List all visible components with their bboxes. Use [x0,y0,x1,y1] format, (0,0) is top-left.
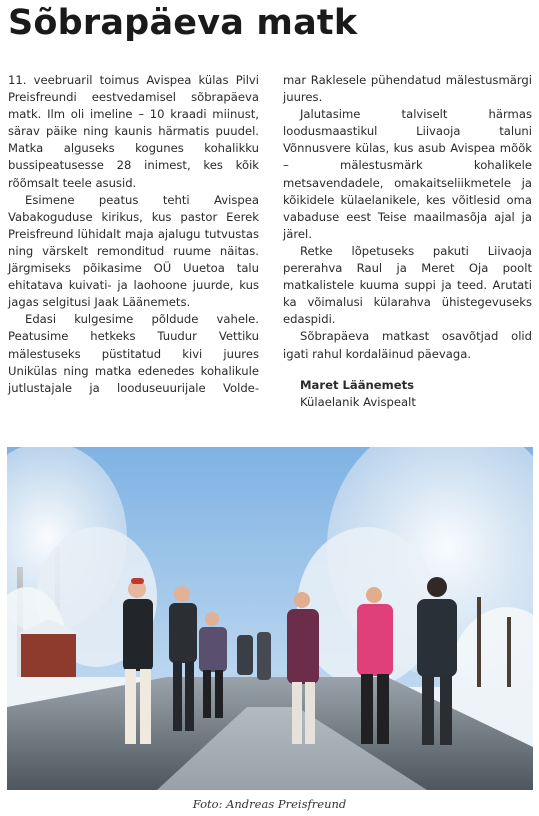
article-column-left [8,72,259,397]
author-name: Maret Läänemets [300,377,415,392]
paragraph-5: Jalutasime talviselt härmas loodusmaastikul Liivaoja taluni Võnnusvere külas, kus asub Avispea mõõk – mälestusmärk kohalikele metsavendadele, omakaitseliikmetele ja kõikidele külaelanikele, kes võitlesid oma vabaduse eest Teise maailmasõja ajal ja järel. [283,107,532,241]
paragraph-2: Esimene peatus tehti Avispea Vabakoguduse kirikus, kus pastor Eerek Preisfreund lühidalt maja ajalugu tutvustas ning värskelt remonditud ruume näitas. Järgmiseks põikasime OÜ Uuetoa talu ehitatava kuivati- ja laohoone juurde, kus jagas selgitusi Jaak Läänemets. [8,192,259,310]
author-signature [283,377,532,411]
paragraph-6: Retke lõpetuseks pakuti Liivaoja pererahva Raul ja Meret Oja poolt matkalistele kuuma suppi ja teed. Arutati ka võimalusi külarahva ühistegevuseks edaspidi. [283,243,532,327]
article-title: Sõbrapäeva matk [8,3,358,43]
paragraph-1: 11. veebruaril toimus Avispea külas Pilvi Preisfreundi eestvedamisel sõbrapäeva matk. Ilm oli imeline – 10 kraadi miinust, särav päike ning kaunis härmatis puudel. Matka alguseks kogunes kohalikku bussipeatusesse 28 inimest, kes kõik rõõmsalt teele asusid. [8,73,259,190]
author-role: Külaelanik Avispealt [300,394,416,409]
paragraph-7: Sõbrapäeva matkast osavõtjad olid igati rahul kordaläinud päevaga. [283,329,532,361]
article-column-right [283,72,532,411]
winter-hike-photo [7,447,533,790]
article-photo [7,447,533,790]
paragraph-4: mar Raklesele pühendatud mälestusmärgi juures. [283,73,532,105]
paragraph-3: Edasi kulgesime põldude vahele. Peatusime hetkeks Tuudur Vettiku mälestuseks püstitatud kivi juures Unikülas ning matka edenedes kohalikule jutlustajale ja looduseuurijale Volde- [8,312,259,395]
photo-caption: Foto: Andreas Preisfreund [192,797,347,811]
